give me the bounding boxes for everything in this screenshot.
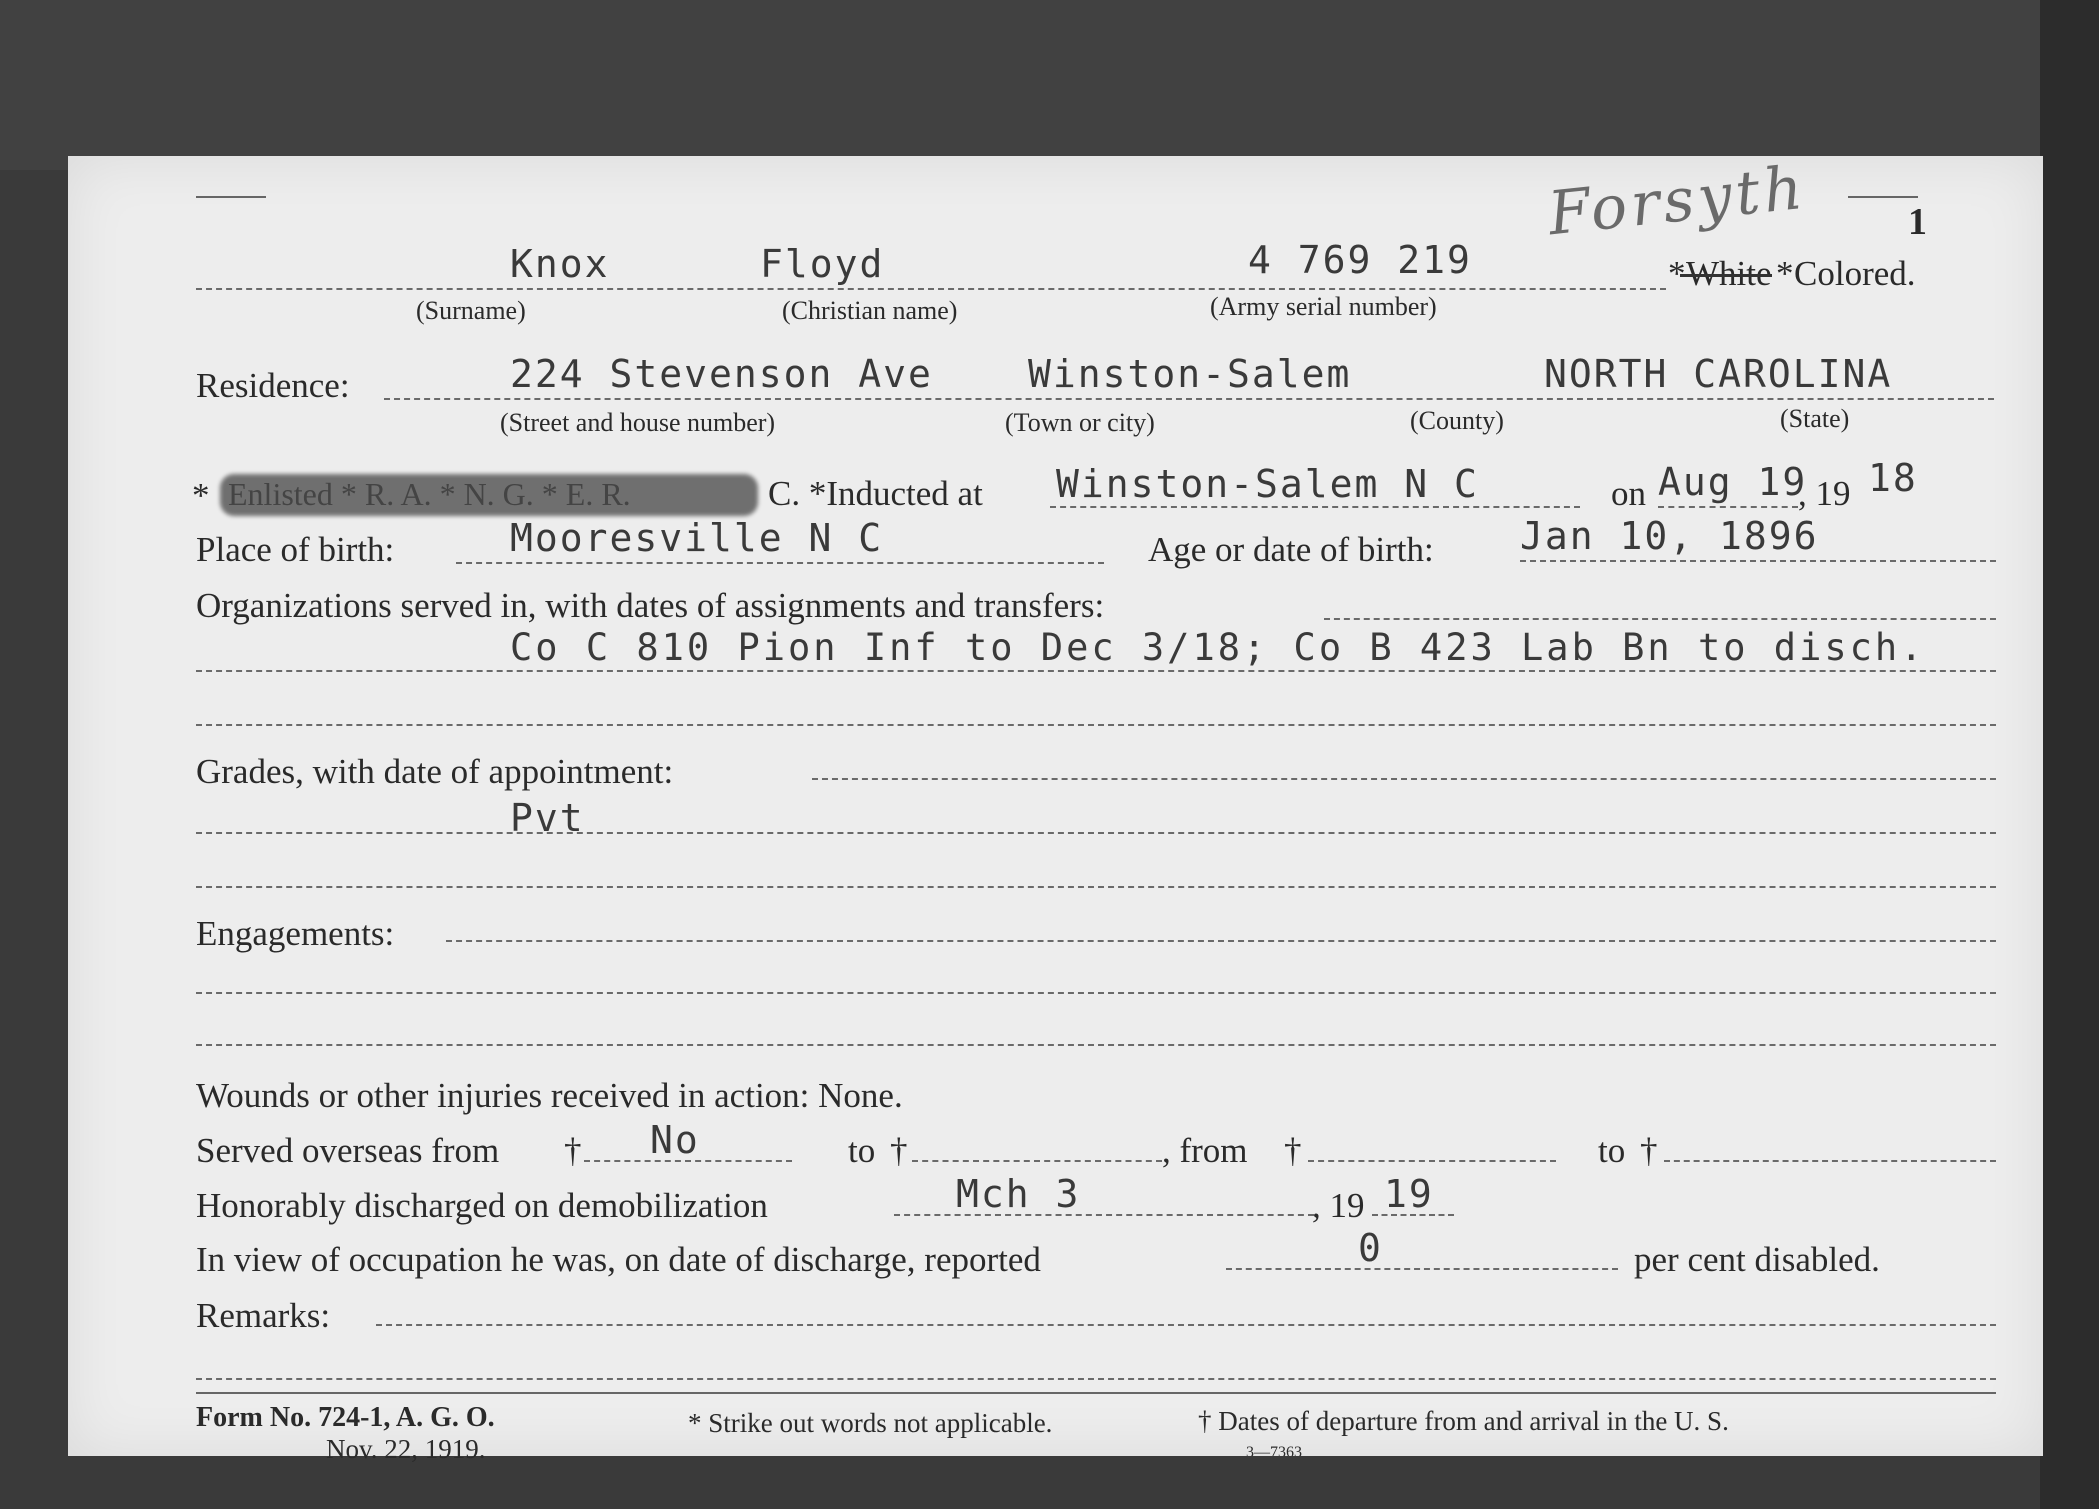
form-date: Nov. 22, 1919. (326, 1434, 486, 1464)
residence-line (384, 398, 1994, 400)
disability-label: In view of occupation he was, on date of discharge, reported (196, 1240, 1041, 1279)
grades-line-2 (196, 886, 1996, 888)
disability-line (1226, 1268, 1618, 1270)
christian-name-value: Floyd (760, 242, 885, 286)
induction-year-value: 18 (1868, 456, 1918, 500)
engagements-line-1 (196, 992, 1996, 994)
engagements-label-line (446, 940, 1996, 942)
discharge-date-value: Mch 3 (956, 1172, 1081, 1216)
inducted-label: C. *Inducted at (768, 474, 983, 513)
name-line (196, 288, 1666, 290)
form-number: Form No. 724-1, A. G. O. (196, 1402, 495, 1433)
county-caption: (County) (1410, 406, 1504, 435)
place-of-birth-label: Place of birth: (196, 530, 395, 569)
grades-label: Grades, with date of appointment: (196, 752, 674, 791)
discharge-date-line (894, 1214, 1314, 1216)
discharge-year-value: 19 (1384, 1172, 1434, 1216)
race-white-strikeout (1680, 274, 1772, 277)
christian-name-caption: (Christian name) (782, 296, 958, 325)
overseas-label: Served overseas from (196, 1131, 500, 1170)
overseas-from2-line (1308, 1160, 1556, 1162)
induction-place-value: Winston-Salem N C (1056, 462, 1479, 506)
overseas-dagger-3: † (1284, 1131, 1302, 1170)
overseas-to2-label: to (1598, 1131, 1626, 1170)
organizations-label: Organizations served in, with dates of assignments and transfers: (196, 586, 1105, 625)
surname-value: Knox (510, 242, 610, 286)
organizations-line-1 (196, 670, 1996, 672)
overseas-from-value: No (650, 1118, 700, 1162)
race-colored: Colored. (1794, 254, 1916, 293)
organizations-label-line (1324, 618, 1996, 620)
overseas-dagger-2: † (890, 1131, 908, 1170)
organizations-entry: Co C 810 Pion Inf to Dec 3/18; Co B 423 Lab Bn to disch. (510, 626, 1926, 669)
date-of-birth-value: Jan 10, 1896 (1520, 514, 1819, 558)
residence-label: Residence: (196, 366, 350, 405)
disability-suffix: per cent disabled. (1634, 1240, 1880, 1279)
organizations-line-2 (196, 724, 1996, 726)
handwritten-county-note: Forsyth (1545, 152, 1810, 250)
overseas-dagger-1: † (564, 1131, 582, 1170)
footer-rule (196, 1392, 1996, 1394)
serial-number-value: 4 769 219 (1248, 238, 1472, 282)
induction-on-label: on (1611, 474, 1646, 513)
card-number: 1 (1908, 201, 1927, 243)
race-asterisk-2: * (1776, 254, 1794, 293)
induction-date-value: Aug 19 (1658, 460, 1808, 504)
serial-caption: (Army serial number) (1210, 292, 1437, 321)
induction-date-line (1658, 506, 1798, 508)
place-of-birth-value: Mooresville N C (510, 516, 884, 560)
overseas-to-label: to (848, 1131, 876, 1170)
strike-out-note: * Strike out words not applicable. (688, 1408, 1053, 1438)
induction-asterisk: * (192, 476, 210, 515)
engagements-label: Engagements: (196, 914, 395, 953)
discharge-year-line (1372, 1214, 1454, 1216)
residence-street-value: 224 Stevenson Ave (510, 352, 933, 396)
remarks-line-1 (196, 1378, 1996, 1380)
overseas-from-label: , from (1162, 1131, 1248, 1170)
wounds-text: Wounds or other injuries received in action: None. (196, 1076, 903, 1115)
town-caption: (Town or city) (1005, 408, 1155, 437)
state-caption: (State) (1780, 404, 1850, 433)
remarks-label-line (376, 1324, 1996, 1326)
residence-state-value: NORTH CAROLINA (1544, 352, 1893, 396)
dark-background-top (0, 0, 2099, 170)
residence-town-value: Winston-Salem (1028, 352, 1352, 396)
race-asterisk-1: * (1668, 254, 1686, 293)
engagements-line-2 (196, 1044, 1996, 1046)
date-of-birth-line (1520, 560, 1996, 562)
service-record-card (68, 152, 2043, 1464)
overseas-to2-line (1664, 1160, 1996, 1162)
grades-label-line (812, 778, 1996, 780)
place-of-birth-line (456, 562, 1104, 564)
disability-value: 0 (1358, 1226, 1383, 1270)
race-white-struck: White (1686, 254, 1772, 293)
remarks-label: Remarks: (196, 1296, 331, 1335)
dates-note: † Dates of departure from and arrival in the U. S. (1198, 1406, 1729, 1436)
date-of-birth-label: Age or date of birth: (1148, 530, 1434, 569)
grades-line-1 (196, 832, 1996, 834)
struck-enlistment-text: Enlisted * R. A. * N. G. * E. R. (228, 476, 631, 512)
grades-entry: Pvt (510, 796, 585, 840)
discharge-label: Honorably discharged on demobilization (196, 1186, 768, 1225)
overseas-dagger-4: † (1640, 1131, 1658, 1170)
induction-year-prefix: , 19 (1798, 474, 1851, 513)
print-code: 3—7363 (1246, 1444, 1302, 1456)
overseas-from-line (584, 1160, 792, 1162)
overseas-to-line (912, 1160, 1162, 1162)
dark-background-right (2040, 0, 2099, 1509)
surname-caption: (Surname) (416, 296, 526, 325)
discharge-year-prefix: , 19 (1312, 1186, 1365, 1225)
induction-place-line (1050, 506, 1580, 508)
top-left-rule (196, 196, 266, 198)
top-right-rule (1848, 196, 1918, 198)
street-caption: (Street and house number) (500, 408, 776, 437)
